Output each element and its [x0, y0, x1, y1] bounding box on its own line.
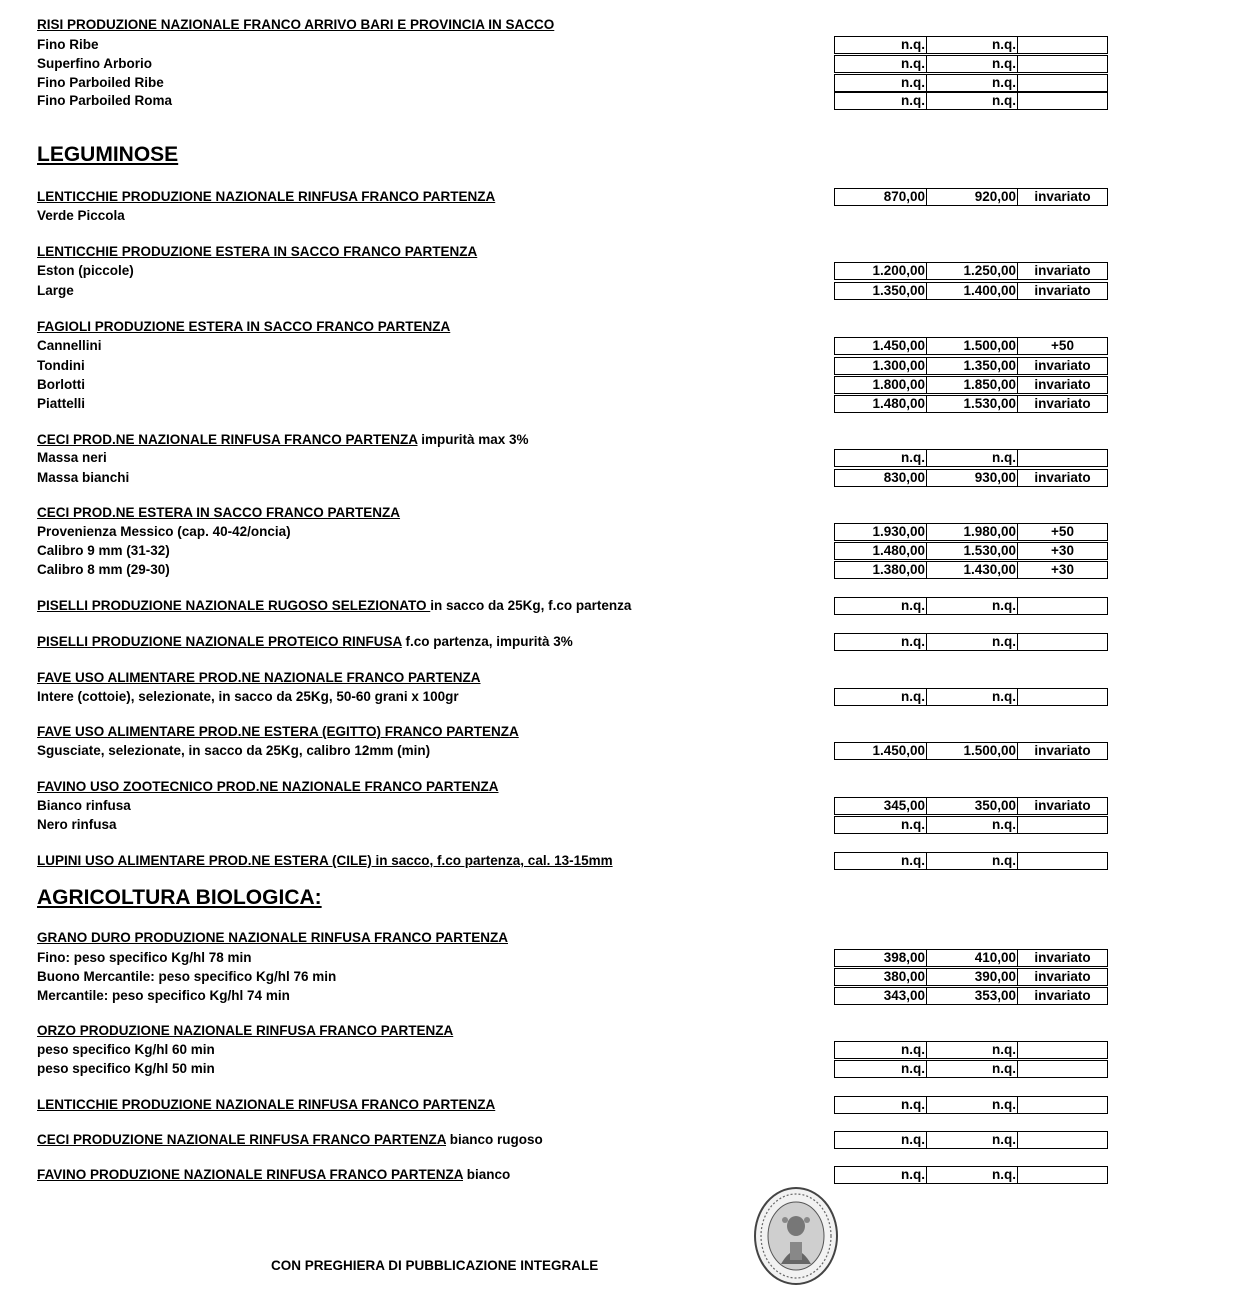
category-title: CECI PRODUZIONE NAZIONALE RINFUSA FRANCO PARTENZA: [37, 1132, 446, 1147]
price-max-cell: n.q.: [926, 688, 1018, 706]
price-min-cell: n.q.: [834, 74, 927, 92]
price-max-cell: 410,00: [926, 949, 1018, 967]
category-title: FAGIOLI PRODUZIONE ESTERA IN SACCO FRANCO PARTENZA: [37, 319, 451, 334]
category-note: in sacco da 25Kg, f.co partenza: [430, 598, 632, 613]
category-title: PISELLI PRODUZIONE NAZIONALE PROTEICO RINFUSA: [37, 634, 402, 649]
price-max-cell: n.q.: [926, 633, 1018, 651]
price-min-cell: 870,00: [834, 188, 927, 206]
price-change-cell: invariato: [1017, 376, 1108, 394]
section-title: LEGUMINOSE: [37, 143, 179, 166]
category-title: FAVINO PRODUZIONE NAZIONALE RINFUSA FRANCO PARTENZA: [37, 1167, 463, 1182]
category-title: GRANO DURO PRODUZIONE NAZIONALE RINFUSA FRANCO PARTENZA: [37, 930, 508, 945]
category-title: FAVE USO ALIMENTARE PROD.NE NAZIONALE FRANCO PARTENZA: [37, 670, 481, 685]
product-label: Nero rinfusa: [37, 817, 117, 832]
price-change-cell: +50: [1017, 523, 1108, 541]
category-header: [37, 724, 519, 740]
price-min-cell: 1.800,00: [834, 376, 927, 394]
price-min-cell: n.q.: [834, 55, 927, 73]
price-max-cell: n.q.: [926, 74, 1018, 92]
price-max-cell: 350,00: [926, 797, 1018, 815]
price-min-cell: 1.930,00: [834, 523, 927, 541]
category-note: bianco: [463, 1167, 511, 1182]
product-label: Large: [37, 283, 74, 298]
price-max-cell: 353,00: [926, 987, 1018, 1005]
price-min-cell: n.q.: [834, 1041, 927, 1059]
category-title: LUPINI USO ALIMENTARE PROD.NE ESTERA (CILE) in sacco, f.co partenza, cal. 13-15mm: [37, 853, 613, 868]
price-change-cell: invariato: [1017, 742, 1108, 760]
price-min-cell: n.q.: [834, 1166, 927, 1184]
price-min-cell: n.q.: [834, 449, 927, 467]
product-label: Provenienza Messico (cap. 40-42/oncia): [37, 524, 291, 539]
price-min-cell: n.q.: [834, 852, 927, 870]
price-max-cell: 1.500,00: [926, 742, 1018, 760]
category-title: ORZO PRODUZIONE NAZIONALE RINFUSA FRANCO PARTENZA: [37, 1023, 454, 1038]
price-min-cell: 398,00: [834, 949, 927, 967]
price-min-cell: n.q.: [834, 633, 927, 651]
price-max-cell: n.q.: [926, 597, 1018, 615]
price-change-cell: +50: [1017, 337, 1108, 355]
price-change-cell: invariato: [1017, 188, 1108, 206]
product-label: peso specifico Kg/hl 60 min: [37, 1042, 215, 1057]
price-min-cell: n.q.: [834, 1131, 927, 1149]
price-max-cell: n.q.: [926, 1131, 1018, 1149]
official-seal-icon: [753, 1186, 839, 1286]
price-max-cell: n.q.: [926, 816, 1018, 834]
price-min-cell: 380,00: [834, 968, 927, 986]
price-change-cell: [1017, 816, 1108, 834]
price-max-cell: 1.350,00: [926, 357, 1018, 375]
price-change-cell: [1017, 1041, 1108, 1059]
price-max-cell: n.q.: [926, 1096, 1018, 1114]
price-change-cell: [1017, 688, 1108, 706]
price-max-cell: n.q.: [926, 1060, 1018, 1078]
category-title: LENTICCHIE PRODUZIONE NAZIONALE RINFUSA FRANCO PARTENZA: [37, 1097, 496, 1112]
product-label: Tondini: [37, 358, 85, 373]
price-min-cell: 1.480,00: [834, 542, 927, 560]
price-max-cell: 1.850,00: [926, 376, 1018, 394]
price-change-cell: invariato: [1017, 395, 1108, 413]
price-change-cell: +30: [1017, 561, 1108, 579]
product-label: Sgusciate, selezionate, in sacco da 25Kg, calibro 12mm (min): [37, 743, 431, 758]
price-min-cell: n.q.: [834, 36, 927, 54]
category-header: [37, 670, 481, 686]
product-label: Borlotti: [37, 377, 85, 392]
price-min-cell: 345,00: [834, 797, 927, 815]
price-change-cell: [1017, 36, 1108, 54]
category-title: CECI PROD.NE NAZIONALE RINFUSA FRANCO PARTENZA: [37, 432, 418, 447]
product-label: Massa bianchi: [37, 470, 130, 485]
price-change-cell: [1017, 852, 1108, 870]
price-min-cell: n.q.: [834, 816, 927, 834]
price-max-cell: n.q.: [926, 852, 1018, 870]
price-change-cell: [1017, 597, 1108, 615]
price-max-cell: 930,00: [926, 469, 1018, 487]
category-title: LENTICCHIE PRODUZIONE ESTERA IN SACCO FRANCO PARTENZA: [37, 244, 478, 259]
category-title: FAVE USO ALIMENTARE PROD.NE ESTERA (EGITTO) FRANCO PARTENZA: [37, 724, 519, 739]
product-label: Fino Parboiled Ribe: [37, 75, 164, 90]
price-max-cell: 1.530,00: [926, 542, 1018, 560]
price-max-cell: n.q.: [926, 1041, 1018, 1059]
price-change-cell: invariato: [1017, 949, 1108, 967]
product-label: Piattelli: [37, 396, 86, 411]
category-header: [37, 505, 400, 521]
price-min-cell: n.q.: [834, 92, 927, 110]
price-max-cell: 390,00: [926, 968, 1018, 986]
product-label: Superfino Arborio: [37, 56, 152, 71]
product-label: Buono Mercantile: peso specifico Kg/hl 76 min: [37, 969, 337, 984]
price-change-cell: invariato: [1017, 282, 1108, 300]
category-title: RISI PRODUZIONE NAZIONALE FRANCO ARRIVO BARI E PROVINCIA IN SACCO: [37, 17, 555, 32]
product-label: Fino Ribe: [37, 37, 99, 52]
category-header: [37, 598, 631, 614]
category-header: [37, 779, 499, 795]
category-header: [37, 189, 495, 205]
price-min-cell: 343,00: [834, 987, 927, 1005]
price-change-cell: [1017, 74, 1108, 92]
price-min-cell: 1.300,00: [834, 357, 927, 375]
price-max-cell: n.q.: [926, 1166, 1018, 1184]
category-note: f.co partenza, impurità 3%: [401, 634, 573, 649]
category-header: [37, 1167, 510, 1183]
price-min-cell: 1.450,00: [834, 742, 927, 760]
price-change-cell: [1017, 1096, 1108, 1114]
price-change-cell: invariato: [1017, 797, 1108, 815]
product-label: Fino: peso specifico Kg/hl 78 min: [37, 950, 252, 965]
price-change-cell: [1017, 1166, 1108, 1184]
category-note: impurità max 3%: [417, 432, 529, 447]
product-label: Cannellini: [37, 338, 102, 353]
price-max-cell: 1.980,00: [926, 523, 1018, 541]
price-change-cell: +30: [1017, 542, 1108, 560]
price-min-cell: n.q.: [834, 597, 927, 615]
price-change-cell: [1017, 633, 1108, 651]
category-header: [37, 244, 477, 260]
price-change-cell: invariato: [1017, 968, 1108, 986]
price-min-cell: 1.350,00: [834, 282, 927, 300]
section-title: AGRICOLTURA BIOLOGICA:: [37, 886, 322, 909]
price-min-cell: 830,00: [834, 469, 927, 487]
product-label: Massa neri: [37, 450, 107, 465]
category-header: [37, 319, 450, 335]
category-title: FAVINO USO ZOOTECNICO PROD.NE NAZIONALE FRANCO PARTENZA: [37, 779, 499, 794]
price-max-cell: 1.250,00: [926, 262, 1018, 280]
price-max-cell: 1.430,00: [926, 561, 1018, 579]
price-change-cell: invariato: [1017, 987, 1108, 1005]
product-label: Intere (cottoie), selezionate, in sacco da 25Kg, 50-60 grani x 100gr: [37, 689, 459, 704]
category-header: [37, 930, 508, 946]
price-max-cell: 1.530,00: [926, 395, 1018, 413]
category-header: [37, 1023, 453, 1039]
category-title: CECI PROD.NE ESTERA IN SACCO FRANCO PARTENZA: [37, 505, 401, 520]
category-header: [37, 17, 554, 33]
category-title: PISELLI PRODUZIONE NAZIONALE RUGOSO SELEZIONATO: [37, 598, 431, 613]
category-note: bianco rugoso: [446, 1132, 543, 1147]
category-header: [37, 853, 613, 869]
price-min-cell: n.q.: [834, 1060, 927, 1078]
product-label: peso specifico Kg/hl 50 min: [37, 1061, 215, 1076]
product-label: Eston (piccole): [37, 263, 134, 278]
price-change-cell: [1017, 1060, 1108, 1078]
category-header: [37, 634, 573, 650]
product-label: Calibro 8 mm (29-30): [37, 562, 170, 577]
price-change-cell: [1017, 55, 1108, 73]
price-max-cell: 1.500,00: [926, 337, 1018, 355]
product-label: Fino Parboiled Roma: [37, 93, 173, 108]
price-max-cell: 1.400,00: [926, 282, 1018, 300]
category-header: [37, 1097, 495, 1113]
price-min-cell: 1.480,00: [834, 395, 927, 413]
price-min-cell: 1.200,00: [834, 262, 927, 280]
category-title: LENTICCHIE PRODUZIONE NAZIONALE RINFUSA FRANCO PARTENZA: [37, 189, 496, 204]
product-label: Bianco rinfusa: [37, 798, 131, 813]
price-change-cell: [1017, 1131, 1108, 1149]
category-header: [37, 1132, 543, 1148]
price-change-cell: invariato: [1017, 262, 1108, 280]
price-min-cell: n.q.: [834, 688, 927, 706]
footer-note: CON PREGHIERA DI PUBBLICAZIONE INTEGRALE: [271, 1258, 599, 1273]
price-change-cell: invariato: [1017, 469, 1108, 487]
product-label: Calibro 9 mm (31-32): [37, 543, 170, 558]
price-min-cell: n.q.: [834, 1096, 927, 1114]
price-min-cell: 1.450,00: [834, 337, 927, 355]
price-change-cell: [1017, 449, 1108, 467]
price-max-cell: n.q.: [926, 36, 1018, 54]
price-max-cell: n.q.: [926, 92, 1018, 110]
price-change-cell: [1017, 92, 1108, 110]
price-change-cell: invariato: [1017, 357, 1108, 375]
price-max-cell: n.q.: [926, 449, 1018, 467]
price-max-cell: n.q.: [926, 55, 1018, 73]
product-label: Verde Piccola: [37, 208, 125, 223]
category-header: [37, 432, 529, 448]
price-max-cell: 920,00: [926, 188, 1018, 206]
price-min-cell: 1.380,00: [834, 561, 927, 579]
product-label: Mercantile: peso specifico Kg/hl 74 min: [37, 988, 290, 1003]
